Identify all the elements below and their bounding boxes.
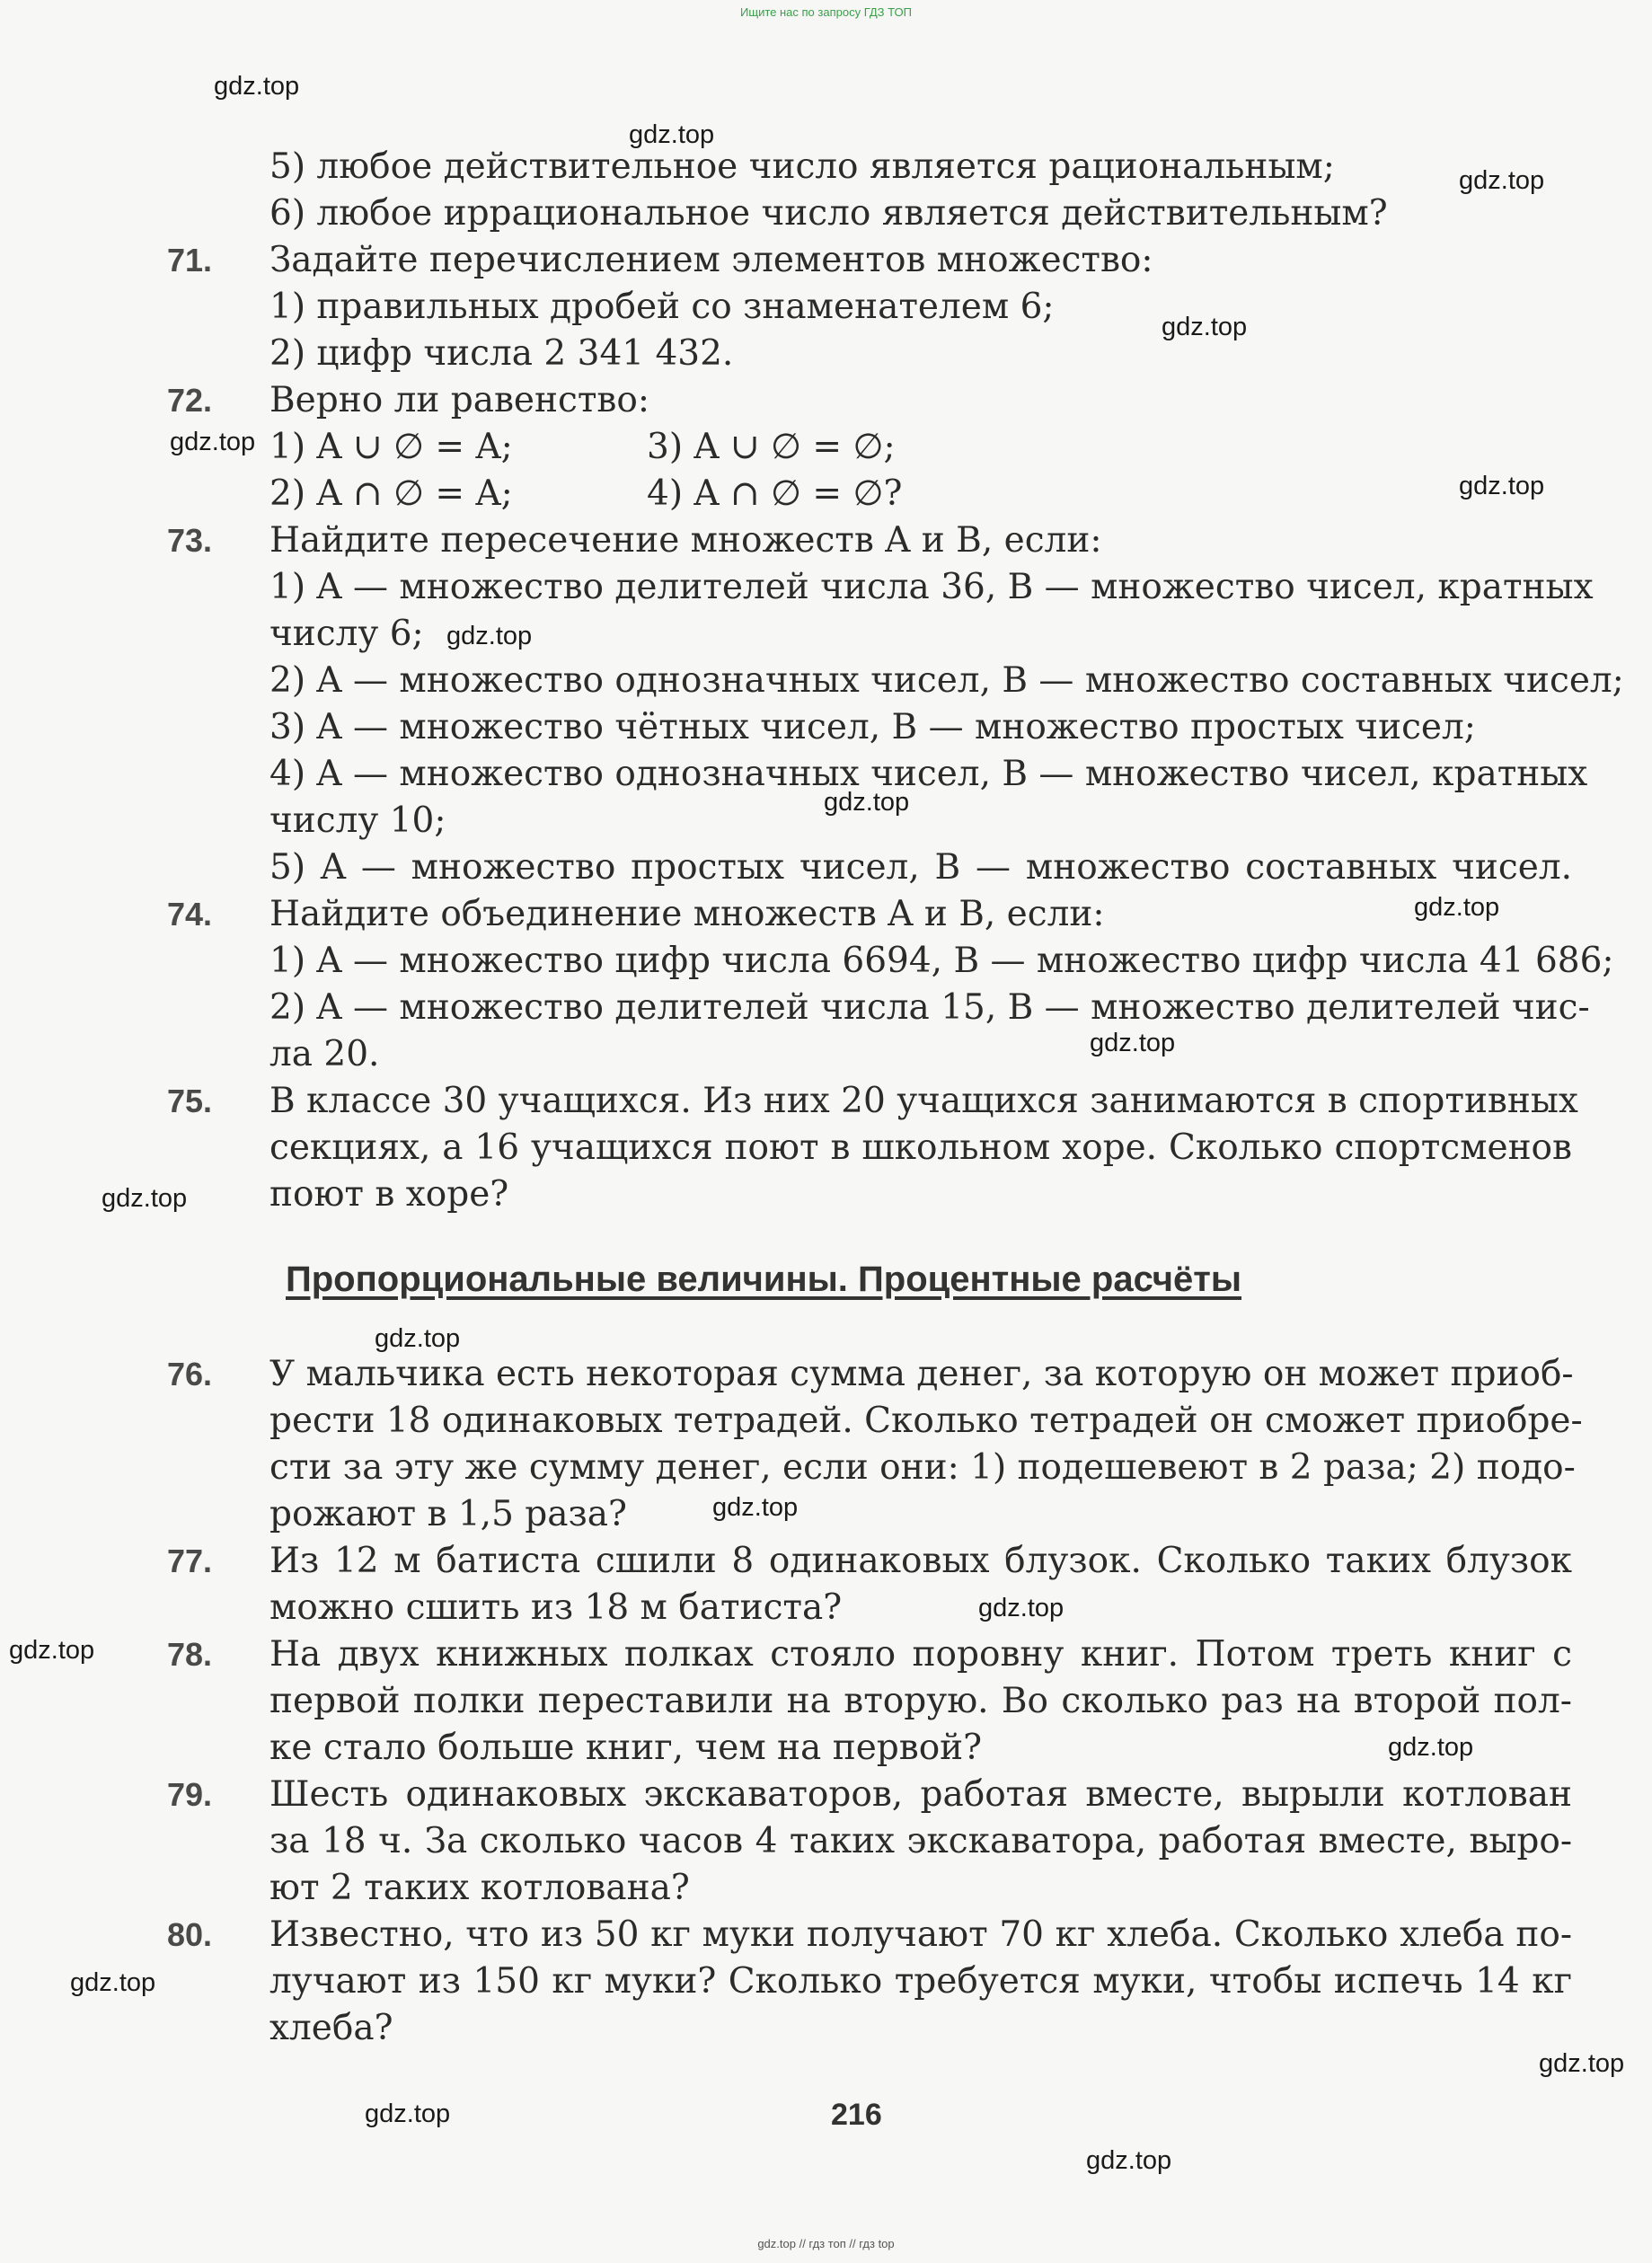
text-line: Известно, что из 50 кг муки получают 70 кг хлеба. Сколько хлеба по- bbox=[269, 1914, 1572, 1955]
watermark: gdz.top bbox=[70, 1968, 156, 1997]
text-line: лучают из 150 кг муки? Сколько требуется муки, чтобы испечь 14 кг bbox=[269, 1961, 1572, 2002]
text-line: хлеба? bbox=[269, 2008, 393, 2048]
watermark: gdz.top bbox=[9, 1636, 95, 1665]
exercise-number: 77. bbox=[167, 1543, 213, 1579]
watermark: gdz.top bbox=[1086, 2146, 1172, 2175]
watermark: gdz.top bbox=[1090, 1029, 1176, 1057]
page-number: 216 bbox=[831, 2098, 882, 2132]
text-line: 4) A — множество однозначных чисел, B — множество чисел, кратных bbox=[269, 754, 1588, 794]
equation: 1) A ∪ ∅ = A; bbox=[269, 427, 513, 467]
watermark: gdz.top bbox=[712, 1493, 799, 1522]
text-line: числу 10; bbox=[269, 800, 446, 841]
section-heading: Пропорциональные величины. Процентные расчёты bbox=[286, 1260, 1242, 1299]
text-line: секциях, а 16 учащихся поют в школьном хоре. Сколько спортсменов bbox=[269, 1127, 1572, 1168]
text-line: Из 12 м батиста сшили 8 одинаковых блузок. Сколько таких блузок bbox=[269, 1541, 1572, 1581]
text-line: Найдите пересечение множеств A и B, если: bbox=[269, 520, 1102, 561]
text-line: Задайте перечислением элементов множество: bbox=[269, 240, 1153, 280]
watermark: gdz.top bbox=[214, 72, 300, 101]
text-line: можно сшить из 18 м батиста? bbox=[269, 1587, 843, 1628]
text-line: первой полки переставили на вторую. Во сколько раз на второй пол- bbox=[269, 1681, 1572, 1721]
watermark: gdz.top bbox=[1414, 893, 1500, 922]
text-line: ке стало больше книг, чем на первой? bbox=[269, 1728, 983, 1768]
footer-note: gdz.top // гдз топ // гдз top bbox=[757, 2237, 895, 2250]
text-line: 1) правильных дробей со знаменателем 6; bbox=[269, 287, 1055, 327]
text-line bbox=[269, 424, 896, 471]
exercise-number: 78. bbox=[167, 1636, 213, 1673]
equation: 2) A ∩ ∅ = A; bbox=[269, 473, 513, 514]
exercise-number: 72. bbox=[167, 382, 213, 419]
text-line: 3) A — множество чётных чисел, B — множество простых чисел; bbox=[269, 707, 1476, 747]
text-line: В классе 30 учащихся. Из них 20 учащихся занимаются в спортивных bbox=[269, 1081, 1578, 1121]
watermark: gdz.top bbox=[978, 1594, 1065, 1622]
watermark: gdz.top bbox=[170, 428, 256, 456]
watermark: gdz.top bbox=[1459, 166, 1545, 195]
watermark: gdz.top bbox=[365, 2099, 451, 2128]
watermark: gdz.top bbox=[446, 622, 533, 650]
equation: 4) A ∩ ∅ = ∅? bbox=[647, 473, 903, 514]
exercise-number: 80. bbox=[167, 1916, 213, 1953]
text-line: 5) любое действительное число является рациональным; bbox=[269, 146, 1335, 187]
exercise-number: 74. bbox=[167, 896, 213, 933]
watermark: gdz.top bbox=[1459, 472, 1545, 500]
text-line: поют в хоре? bbox=[269, 1174, 509, 1215]
watermark: gdz.top bbox=[102, 1184, 188, 1213]
exercise-number: 76. bbox=[167, 1356, 213, 1392]
text-line: сти за эту же сумму денег, если они: 1) подешевеют в 2 раза; 2) подо- bbox=[269, 1447, 1576, 1488]
text-line: 1) A — множество цифр числа 6694, B — множество цифр числа 41 686; bbox=[269, 941, 1614, 981]
text-line: 5) A — множество простых чисел, B — множество составных чисел. bbox=[269, 847, 1572, 888]
equation: 3) A ∪ ∅ = ∅; bbox=[647, 427, 896, 467]
text-line bbox=[269, 471, 902, 517]
watermark: gdz.top bbox=[1539, 2049, 1625, 2078]
watermark: gdz.top bbox=[1162, 313, 1248, 341]
text-line: рожают в 1,5 раза? bbox=[269, 1494, 627, 1534]
text-line: 1) A — множество делителей числа 36, B — множество чисел, кратных bbox=[269, 567, 1594, 607]
watermark: gdz.top bbox=[375, 1324, 461, 1353]
watermark: gdz.top bbox=[824, 788, 910, 817]
search-hint: Ищите нас по запросу ГДЗ ТОП bbox=[740, 5, 912, 19]
text-line: 2) A — множество однозначных чисел, B — множество составных чисел; bbox=[269, 660, 1624, 701]
text-line: Найдите объединение множеств A и B, если: bbox=[269, 894, 1105, 934]
text-line: 2) A — множество делителей числа 15, B — множество делителей чис- bbox=[269, 987, 1590, 1028]
text-line: 6) любое иррациональное число является действительным? bbox=[269, 193, 1388, 234]
watermark: gdz.top bbox=[629, 120, 715, 149]
text-line: ла 20. bbox=[269, 1034, 380, 1074]
text-line: Верно ли равенство: bbox=[269, 380, 649, 420]
text-line: за 18 ч. За сколько часов 4 таких экскаватора, работая вместе, выро- bbox=[269, 1821, 1572, 1861]
text-line: рести 18 одинаковых тетрадей. Сколько тетрадей он сможет приобре- bbox=[269, 1401, 1583, 1441]
text-line: числу 6; bbox=[269, 614, 424, 654]
exercise-number: 79. bbox=[167, 1776, 213, 1813]
exercise-number: 71. bbox=[167, 242, 213, 278]
exercise-number: 75. bbox=[167, 1083, 213, 1119]
text-line: Шесть одинаковых экскаваторов, работая вместе, вырыли котлован bbox=[269, 1774, 1572, 1815]
text-line: ют 2 таких котлована? bbox=[269, 1868, 690, 1908]
text-line: 2) цифр числа 2 341 432. bbox=[269, 333, 734, 374]
text-line: У мальчика есть некоторая сумма денег, за которую он может приоб- bbox=[269, 1354, 1574, 1394]
exercise-number: 73. bbox=[167, 522, 213, 559]
text-line: На двух книжных полках стояло поровну книг. Потом треть книг с bbox=[269, 1634, 1572, 1675]
watermark: gdz.top bbox=[1388, 1733, 1474, 1762]
